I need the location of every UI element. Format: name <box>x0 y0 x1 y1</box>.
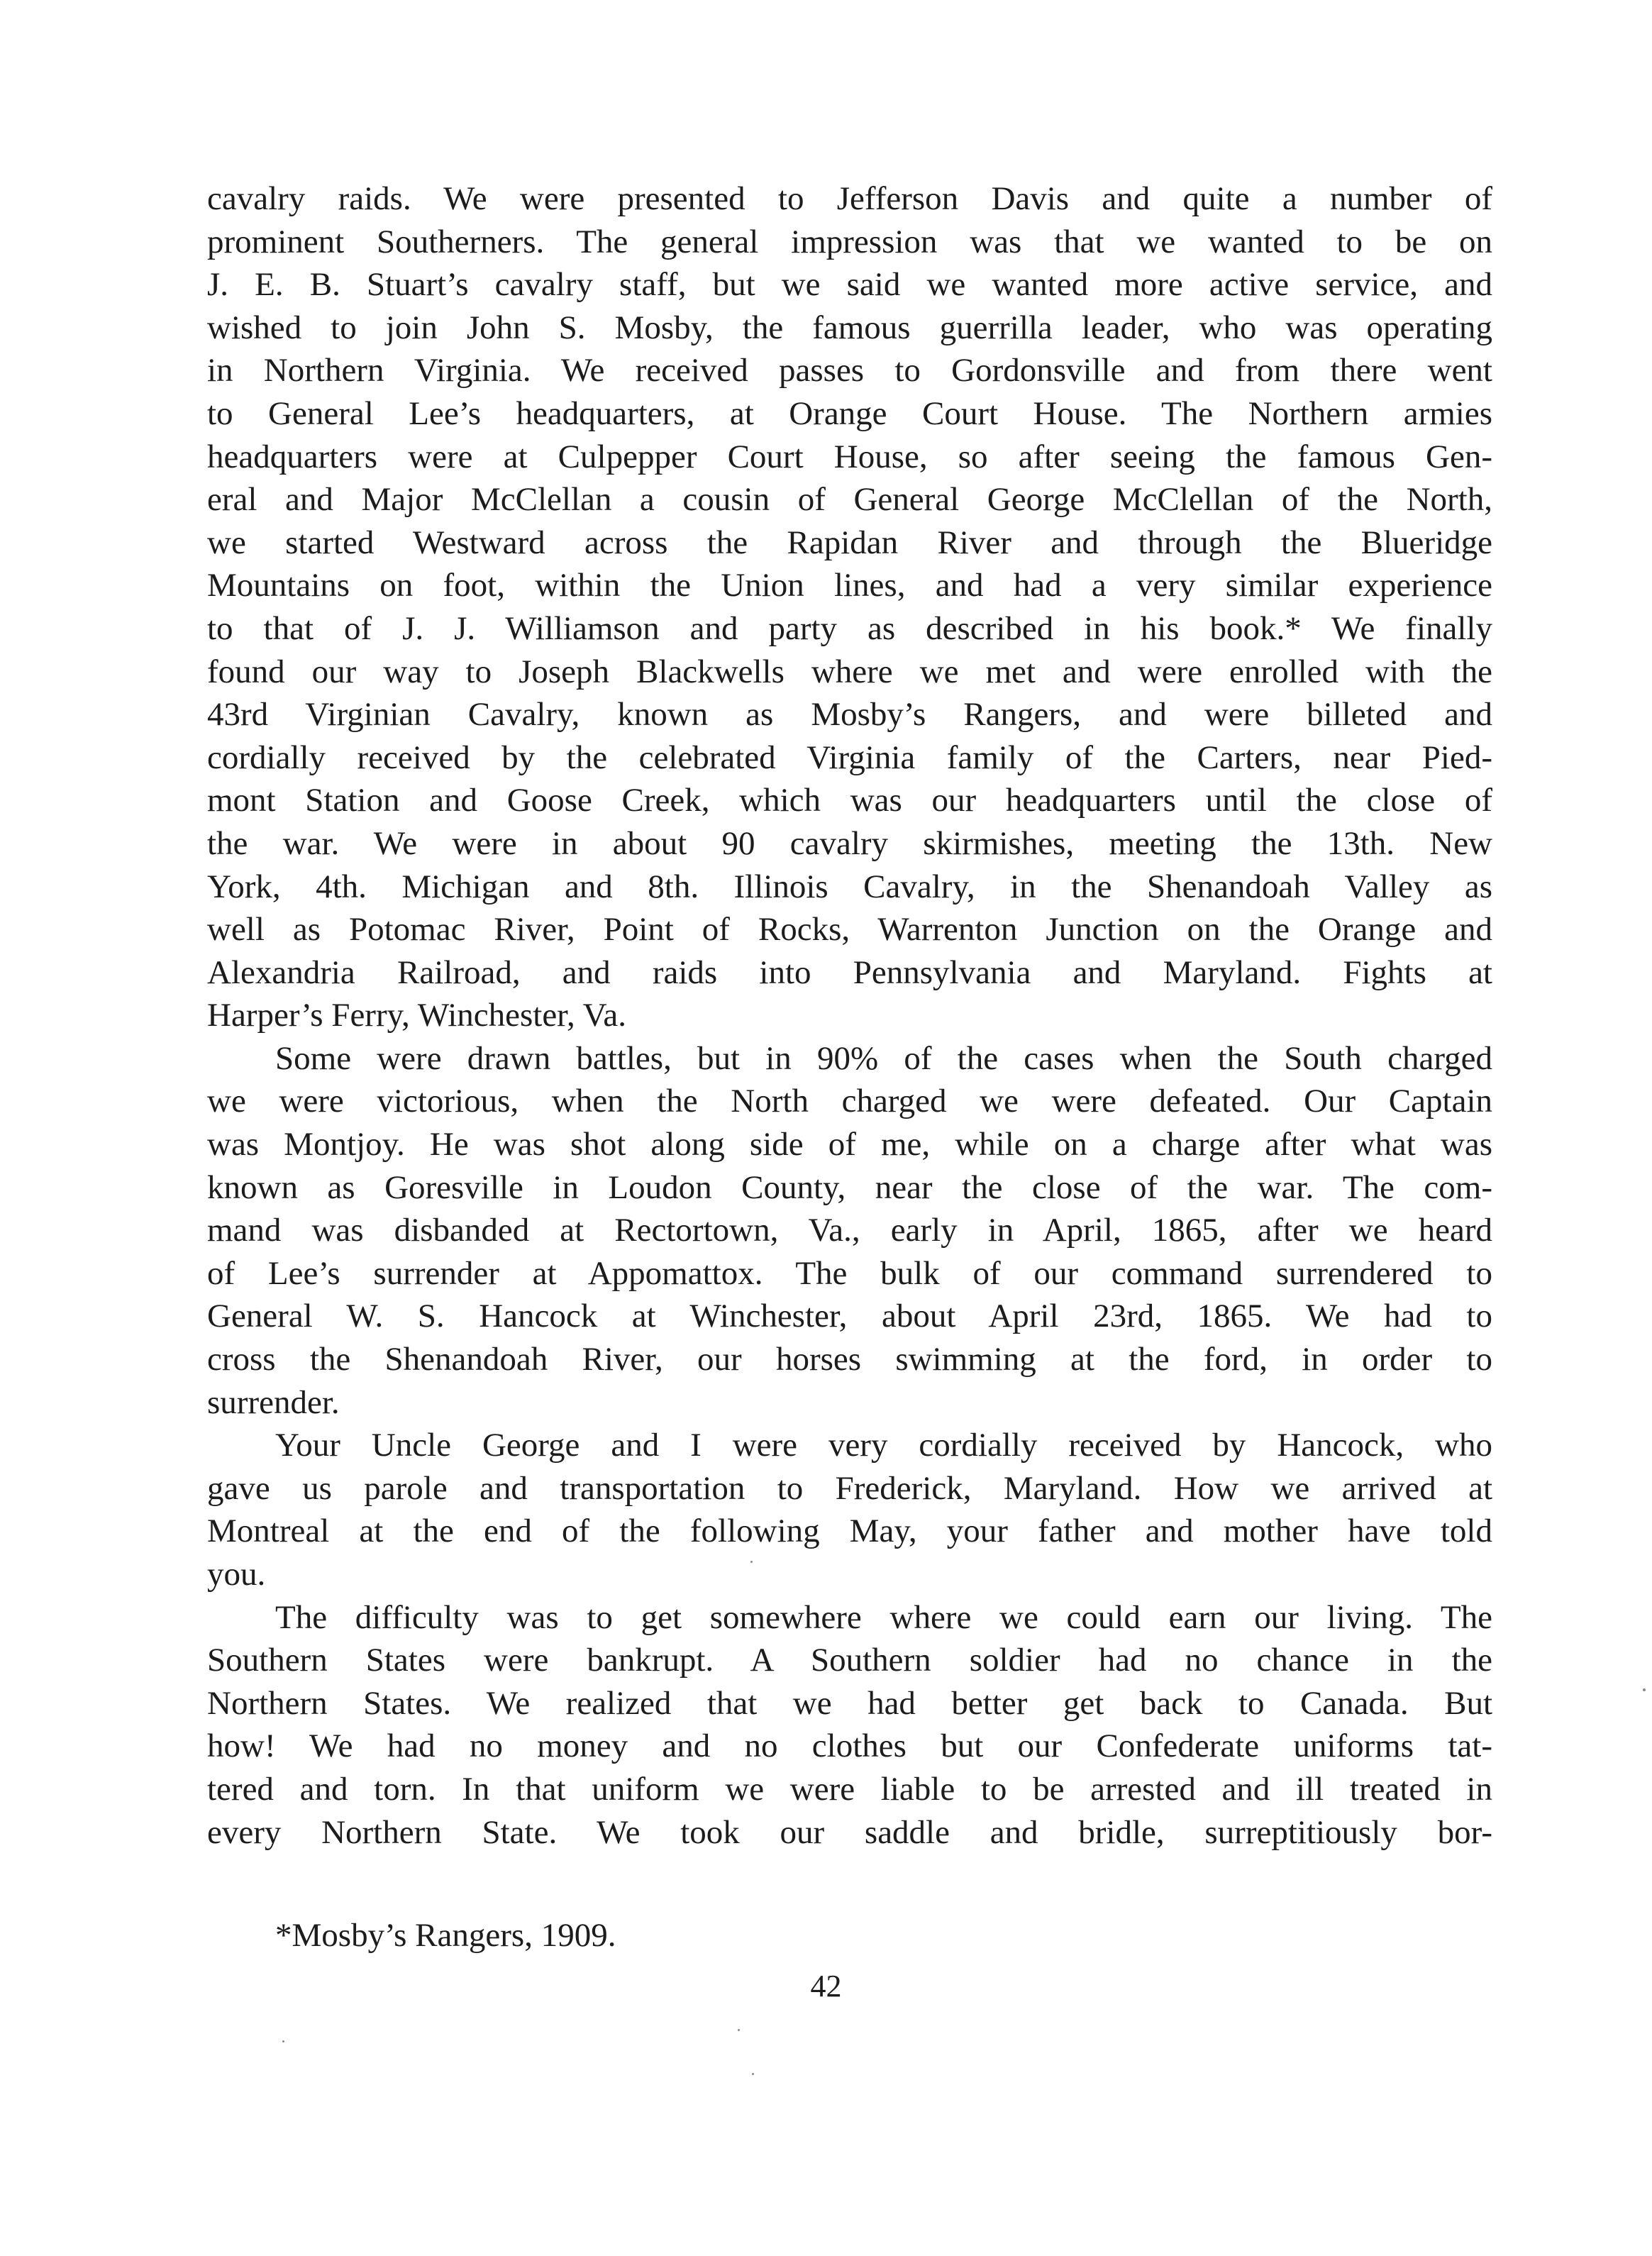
text-line: Mountains on foot, within the Union lines, and had a very similar experience <box>207 567 1492 604</box>
text-line: to that of J. J. Williamson and party as described in his book.* We finally <box>207 609 1492 647</box>
text-line: The difficulty was to get somewhere where we could earn our living. The <box>275 1598 1492 1636</box>
text-line: tered and torn. In that uniform we were liable to be arrested and ill treated in <box>207 1770 1492 1808</box>
text-line: was Montjoy. He was shot along side of me, while on a charge after what was <box>207 1126 1492 1163</box>
text-line: surrender. <box>207 1383 340 1421</box>
text-line: of Lee’s surrender at Appomattox. The bulk of our command surrendered to <box>207 1254 1492 1292</box>
scan-speck <box>738 2029 740 2031</box>
text-line: you. <box>207 1556 266 1593</box>
text-line: 43rd Virginian Cavalry, known as Mosby’s Rangers, and were billeted and <box>207 696 1492 734</box>
text-line: the war. We were in about 90 cavalry skirmishes, meeting the 13th. New <box>207 824 1492 862</box>
text-line: General W. S. Hancock at Winchester, about April 23rd, 1865. We had to <box>207 1298 1492 1335</box>
text-line: cordially received by the celebrated Virginia family of the Carters, near Pied- <box>207 739 1492 776</box>
text-line: we were victorious, when the North charged we were defeated. Our Captain <box>207 1083 1492 1120</box>
text-line: headquarters were at Culpepper Court House, so after seeing the famous Gen- <box>207 438 1492 475</box>
text-line: Your Uncle George and I were very cordially received by Hancock, who <box>275 1427 1492 1464</box>
text-line: to General Lee’s headquarters, at Orange Court House. The Northern armies <box>207 394 1492 432</box>
text-line: how! We had no money and no clothes but our Confederate uniforms tat- <box>207 1727 1492 1765</box>
text-line: in Northern Virginia. We received passes to Gordonsville and from there went <box>207 352 1492 389</box>
body-text <box>207 177 1492 1854</box>
text-line: mont Station and Goose Creek, which was our headquarters until the close of <box>207 782 1492 819</box>
text-line: Southern States were bankrupt. A Southern soldier had no chance in the <box>207 1642 1492 1679</box>
text-line: prominent Southerners. The general impression was that we wanted to be on <box>207 223 1492 260</box>
text-line: Northern States. We realized that we had better get back to Canada. But <box>207 1684 1492 1722</box>
text-line: gave us parole and transportation to Frederick, Maryland. How we arrived at <box>207 1469 1492 1507</box>
text-line: we started Westward across the Rapidan River and through the Blueridge <box>207 524 1492 561</box>
text-line: J. E. B. Stuart’s cavalry staff, but we said we wanted more active service, and <box>207 266 1492 304</box>
text-line: every Northern State. We took our saddle and bridle, surreptitiously bor- <box>207 1813 1492 1851</box>
text-line: Montreal at the end of the following May, your father and mother have told <box>207 1513 1492 1550</box>
text-line: mand was disbanded at Rectortown, Va., early in April, 1865, after we heard <box>207 1212 1492 1249</box>
footnote: *Mosby’s Rangers, 1909. <box>275 1917 616 1954</box>
text-line: cavalry raids. We were presented to Jefferson Davis and quite a number of <box>207 180 1492 217</box>
text-line: Alexandria Railroad, and raids into Pennsylvania and Maryland. Fights at <box>207 953 1492 991</box>
page-number: 42 <box>810 1969 842 2003</box>
scan-speck <box>1643 1688 1646 1691</box>
text-line: well as Potomac River, Point of Rocks, Warrenton Junction on the Orange and <box>207 911 1492 949</box>
text-line: found our way to Joseph Blackwells where we met and were enrolled with the <box>207 653 1492 690</box>
text-line: York, 4th. Michigan and 8th. Illinois Cavalry, in the Shenandoah Valley as <box>207 868 1492 905</box>
text-line: wished to join John S. Mosby, the famous guerrilla leader, who was operating <box>207 309 1492 346</box>
text-line: eral and Major McClellan a cousin of General George McClellan of the North, <box>207 481 1492 519</box>
text-line: cross the Shenandoah River, our horses swimming at the ford, in order to <box>207 1341 1492 1378</box>
text-line: known as Goresville in Loudon County, near the close of the war. The com- <box>207 1168 1492 1206</box>
scan-speck <box>750 1561 753 1563</box>
text-line: Some were drawn battles, but in 90% of the cases when the South charged <box>275 1039 1492 1077</box>
scan-speck <box>282 2040 284 2042</box>
text-line: Harper’s Ferry, Winchester, Va. <box>207 997 626 1034</box>
scan-speck <box>752 2073 754 2075</box>
